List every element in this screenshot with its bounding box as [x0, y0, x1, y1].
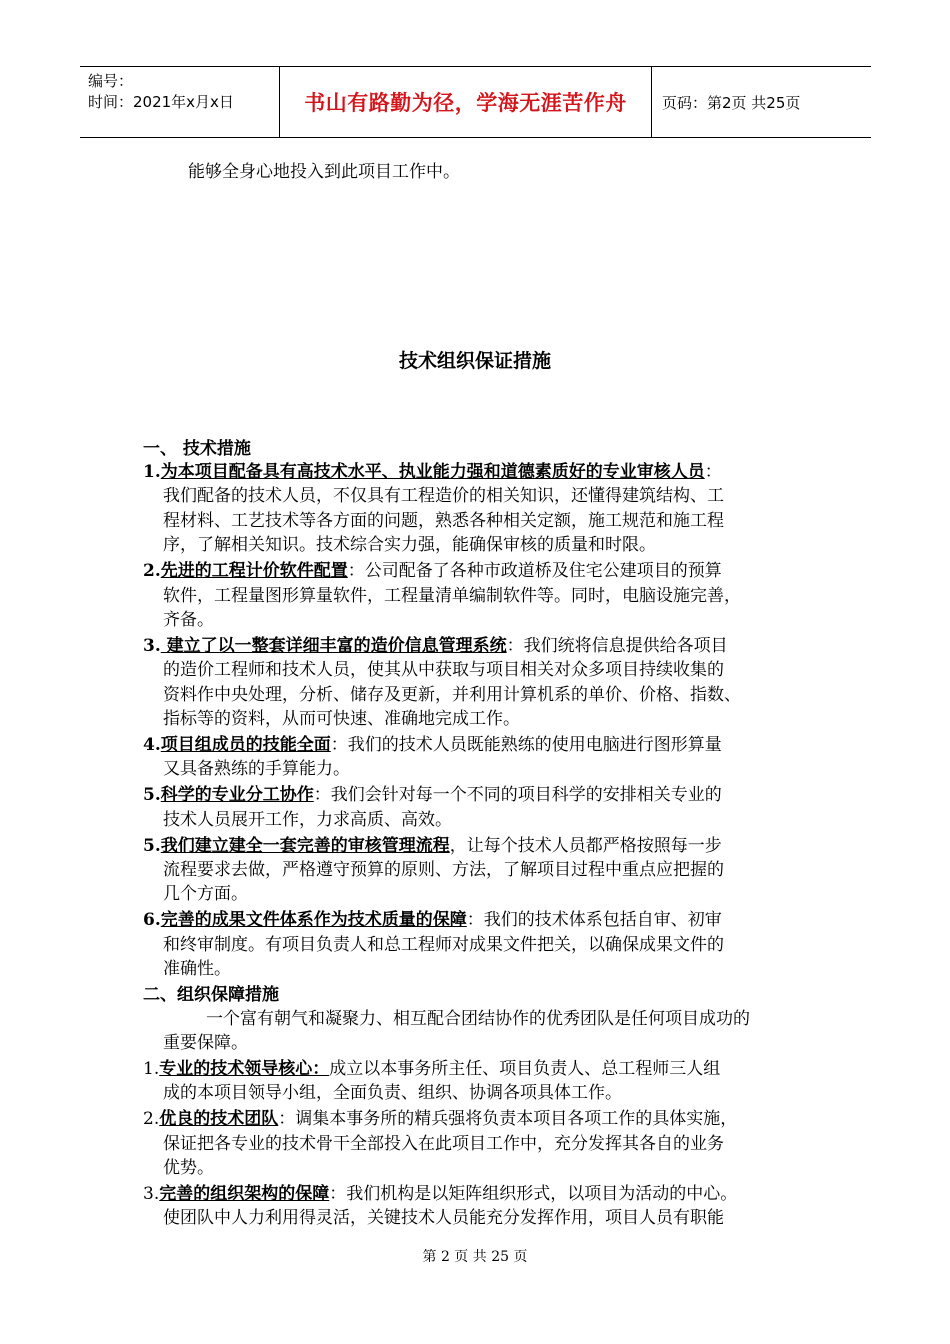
- item-text: ：我们的技术体系包括自审、初审: [466, 910, 722, 931]
- item-continuation-line: 保证把各专业的技术骨干全部投入在此项目工作中，充分发挥其各自的业务: [163, 1133, 724, 1154]
- item-heading: 建立了以一整套详细丰富的造价信息管理系统: [160, 635, 507, 656]
- section-heading-technical: 一、 技术措施: [143, 439, 251, 459]
- page-title: 技术组织保证措施: [398, 350, 551, 372]
- item-continuation-line: 的造价工程师和技术人员，使其从中获取与项目相关对众多项目持续收集的: [163, 660, 724, 681]
- item-number: 1.: [143, 462, 161, 482]
- item-continuation-line: 我们配备的技术人员，不仅具有工程造价的相关知识，还懂得建筑结构、工: [163, 486, 724, 507]
- item-number: 2.: [143, 561, 161, 582]
- item-number: 5.: [143, 835, 161, 856]
- page-footer: 第 2 页 共 25 页: [422, 1249, 528, 1265]
- item-number: 5.: [143, 785, 161, 806]
- header-table: [80, 66, 871, 138]
- header-meta: [80, 67, 280, 137]
- item-number: 1.: [143, 1059, 160, 1079]
- header-motto: 书山有路勤为径，学海无涯苦作舟: [280, 67, 652, 137]
- item-text: 成立以本事务所主任、项目负责人、总工程师三人组: [329, 1059, 721, 1079]
- item-text: ：我们的技术人员既能熟练的使用电脑进行图形算量: [330, 734, 722, 755]
- item-continuation-line: 指标等的资料，从而可快速、准确地完成工作。: [163, 709, 520, 729]
- item-continuation-line: 齐备。: [163, 609, 214, 630]
- item-continuation-line: 准确性。: [163, 959, 231, 979]
- item-heading: 完善的成果文件体系作为技术质量的保障: [160, 910, 467, 931]
- item-continuation-line: 程材料、工艺技术等各方面的问题，熟悉各种相关定额，施工规范和施工程: [163, 510, 724, 531]
- item-text: ：调集本事务所的精兵强将负责本项目各项工作的具体实施，: [278, 1109, 738, 1130]
- item-text: ：我们会针对每一个不同的项目科学的安排相关专业的: [313, 785, 722, 806]
- section-heading-organization: 二、组织保障措施: [143, 985, 279, 1005]
- item-continuation-line: 序，了解相关知识。技术综合实力强，能确保审核的质量和时限。: [163, 535, 656, 556]
- item-continuation-line: 和终审制度。有项目负责人和总工程师对成果文件把关，以确保成果文件的: [163, 934, 724, 955]
- item-continuation-line: 软件，工程量图形算量软件，工程量清单编制软件等。同时，电脑设施完善，: [163, 585, 741, 606]
- list-item: [143, 783, 722, 807]
- section-intro-line: 一个富有朝气和凝聚力、相互配合团结协作的优秀团队是任何项目成功的: [206, 1009, 750, 1029]
- item-continuation-line: 资料作中央处理，分析、储存及更新，并利用计算机系的单价、价格、指数、: [163, 684, 741, 705]
- item-heading: 优良的技术团队: [159, 1109, 279, 1130]
- item-heading: 完善的组织架构的保障: [159, 1184, 330, 1204]
- list-item: [143, 834, 722, 858]
- list-item: [143, 1182, 737, 1206]
- item-heading: 为本项目配备具有高技术水平、执业能力强和道德素质好的专业审核人员: [160, 462, 705, 482]
- item-continuation-line: 又具备熟练的手算能力。: [163, 759, 350, 780]
- doc-time-label: 时间：2021年x月x日: [88, 93, 234, 111]
- doc-code-label: 编号：: [88, 72, 134, 90]
- list-item: [143, 1057, 720, 1081]
- item-number: 6.: [143, 910, 161, 931]
- intro-line: 能够全身心地投入到此项目工作中。: [188, 162, 460, 182]
- item-continuation-line: 技术人员展开工作，力求高质、高效。: [163, 809, 452, 830]
- item-number: 4.: [143, 734, 161, 755]
- item-heading: 科学的专业分工协作: [160, 785, 314, 806]
- item-heading: 项目组成员的技能全面: [160, 734, 331, 755]
- item-number: 3.: [143, 1184, 160, 1204]
- list-item: [143, 634, 728, 658]
- list-item: [143, 1107, 737, 1131]
- item-continuation-line: 流程要求去做，严格遵守预算的原则、方法，了解项目过程中重点应把握的: [163, 859, 724, 880]
- list-item: [143, 733, 722, 757]
- item-text: ：我们机构是以矩阵组织形式，以项目为活动的中心。: [329, 1184, 738, 1204]
- section-intro-line: 重要保障。: [163, 1033, 248, 1053]
- item-heading: 专业的技术领导核心：: [159, 1059, 330, 1079]
- item-continuation-line: 使团队中人力利用得灵活，关键技术人员能充分发挥作用，项目人员有职能: [163, 1208, 724, 1229]
- item-text: ，让每个技术人员都严格按照每一步: [449, 835, 722, 856]
- list-item: [143, 460, 722, 484]
- item-heading: 先进的工程计价软件配置: [160, 561, 348, 582]
- item-separator: ：: [704, 462, 722, 482]
- item-continuation-line: 几个方面。: [163, 884, 248, 905]
- item-heading: 我们建立建全一套完善的审核管理流程: [160, 835, 450, 856]
- list-item: [143, 908, 722, 932]
- list-item: [143, 559, 722, 583]
- item-text: ：公司配备了各种市政道桥及住宅公建项目的预算: [347, 561, 722, 582]
- item-text: ：我们统将信息提供给各项目: [506, 635, 728, 656]
- item-continuation-line: 优势。: [163, 1158, 214, 1179]
- item-continuation-line: 成的本项目领导小组，全面负责、组织、协调各项具体工作。: [163, 1083, 622, 1104]
- header-page-info: 页码：第2页 共25页: [662, 93, 801, 112]
- item-number: 2.: [143, 1109, 160, 1130]
- item-number: 3.: [143, 635, 161, 656]
